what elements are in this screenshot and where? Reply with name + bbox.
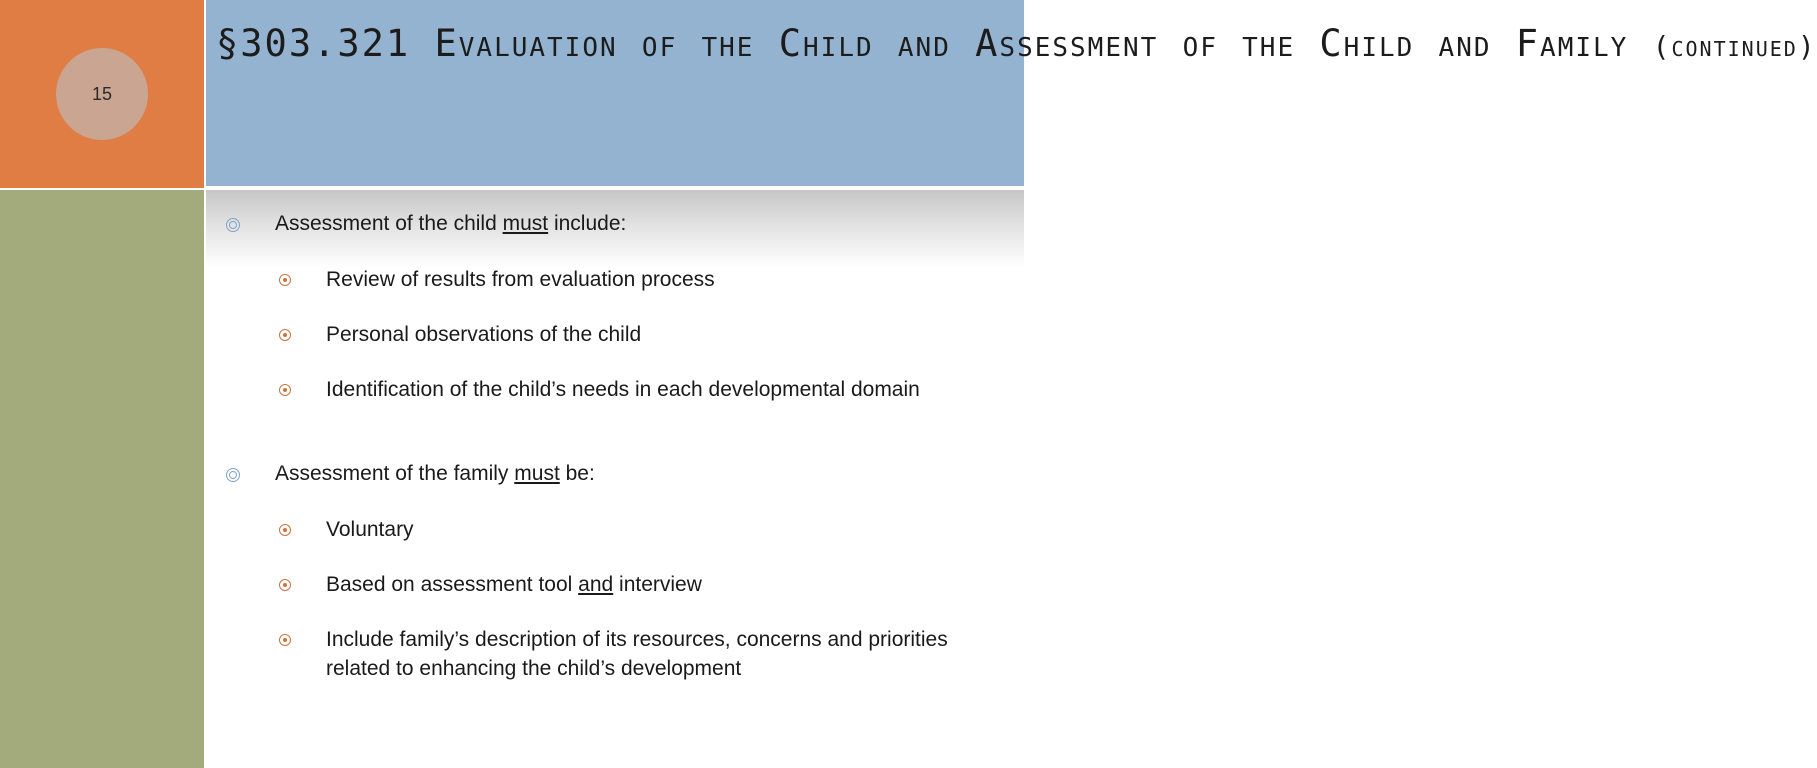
target-bullet-icon — [279, 579, 291, 591]
target-bullet-icon — [279, 274, 291, 286]
sub-bullet-family-description: Include family’s description of its resources, concerns and priorities related to enhancing the child’s development — [326, 628, 948, 680]
slide-number-badge — [56, 48, 148, 140]
sub-bullet-personal-observations: Personal observations of the child — [326, 323, 642, 346]
target-bullet-icon — [279, 634, 291, 646]
target-bullet-icon — [279, 384, 291, 396]
target-bullet-icon — [279, 329, 291, 341]
slide-number: 15 — [91, 83, 113, 104]
sub-bullet-assessment-tool: Based on assessment tool and interview — [326, 573, 702, 596]
double-ring-bullet-icon — [226, 468, 240, 482]
left-accent-bottom — [0, 190, 204, 768]
slide-title-main: §303.321 Evaluation of the Child and Assessment of the Child and Family — [216, 22, 1629, 65]
slide-title-suffix: (continued) — [1652, 30, 1817, 63]
slide-title — [216, 18, 1817, 72]
bullet-family-assessment: Assessment of the family must be: — [275, 462, 595, 485]
sub-bullet-review-results: Review of results from evaluation process — [326, 268, 715, 291]
target-bullet-icon — [279, 524, 291, 536]
sub-bullet-identification-needs: Identification of the child’s needs in each developmental domain — [326, 378, 920, 401]
bullet-child-assessment: Assessment of the child must include: — [275, 212, 627, 235]
double-ring-bullet-icon — [226, 218, 240, 232]
slide-content — [206, 190, 1024, 768]
sub-bullet-voluntary: Voluntary — [326, 518, 414, 541]
